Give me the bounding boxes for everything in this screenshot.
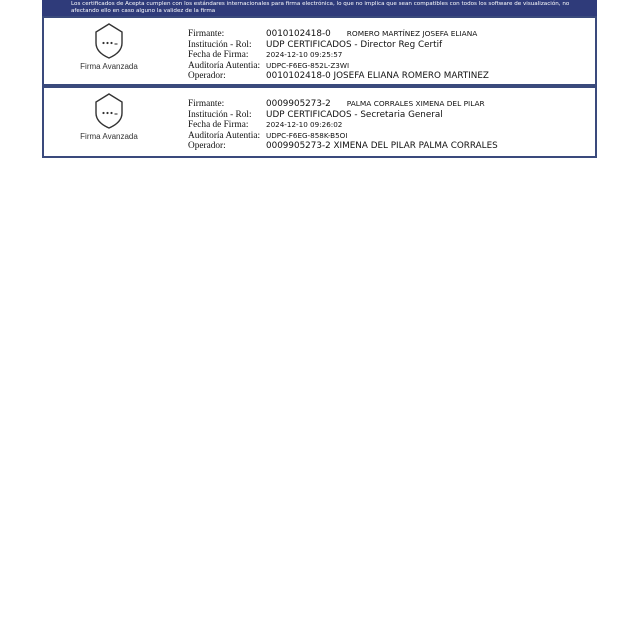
signature-block-1 (42, 16, 597, 86)
auditoria-label: Auditoría Autentia: (188, 130, 261, 141)
firmante-label: Firmante: (188, 29, 225, 39)
fecha-value: 2024-12-10 09:25:57 (266, 50, 343, 60)
fecha-row (188, 50, 489, 61)
firmante-name: PALMA CORRALES XIMENA DEL PILAR (346, 99, 485, 108)
institucion-label: Institución - Rol: (188, 109, 252, 120)
institucion-value: UDP CERTIFICADOS - Secretaria General (266, 109, 443, 120)
institucion-row (188, 40, 489, 51)
operador-label: Operador: (188, 141, 226, 152)
shield-password-icon (94, 23, 124, 59)
shield-password-icon (94, 93, 124, 129)
auditoria-row (188, 131, 498, 142)
operador-value: 0009905273-2 XIMENA DEL PILAR PALMA CORRALES (266, 141, 498, 152)
signature-badge (74, 23, 144, 71)
firmante-rut: 0010102418-0 (266, 29, 331, 39)
operador-value: 0010102418-0 JOSEFA ELIANA ROMERO MARTINEZ (266, 71, 489, 82)
compatibility-notice-text: Los certificados de Acepta cumplen con los estándares internacionales para firma electrónica, lo que no implica que sean compatibles con todos los software de visualización, no afectando ello en caso alguno la validez de la firma (71, 0, 570, 15)
fecha-label: Fecha de Firma: (188, 50, 249, 61)
compatibility-notice-banner (42, 0, 597, 17)
firmante-name: ROMERO MARTÍNEZ JOSEFA ELIANA (346, 29, 478, 38)
auditoria-row (188, 61, 489, 72)
auditoria-value: UDPC-F6EG-852L-Z3WI (266, 60, 350, 70)
firmante-label: Firmante: (188, 99, 225, 109)
firmante-row (188, 99, 498, 110)
operador-label: Operador: (188, 71, 226, 82)
fecha-label: Fecha de Firma: (188, 120, 249, 131)
badge-label: Firma Avanzada (80, 62, 138, 71)
institucion-row (188, 110, 498, 121)
badge-label: Firma Avanzada (80, 132, 138, 141)
institucion-label: Institución - Rol: (188, 39, 252, 50)
auditoria-value: UDPC-F6EG-858K-B5OI (266, 130, 348, 140)
auditoria-label: Auditoría Autentia: (188, 60, 261, 71)
institucion-value: UDP CERTIFICADOS - Director Reg Certif (266, 39, 443, 50)
operador-row (188, 141, 498, 152)
operador-row (188, 71, 489, 82)
signature-fields (188, 29, 489, 82)
signature-badge (74, 93, 144, 141)
firmante-rut: 0009905273-2 (266, 99, 331, 109)
firmante-row (188, 29, 489, 40)
signature-fields (188, 99, 498, 152)
signature-block-2 (42, 86, 597, 158)
fecha-value: 2024-12-10 09:26:02 (266, 120, 343, 130)
fecha-row (188, 120, 498, 131)
